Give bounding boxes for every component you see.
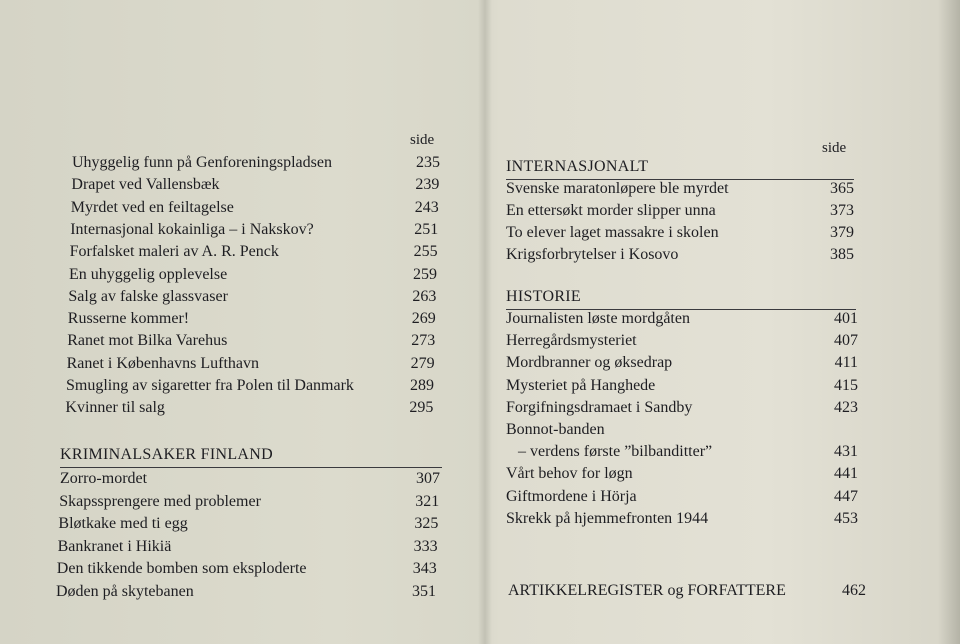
toc-entry-title: Kvinner til salg xyxy=(65,399,165,417)
toc-entry-page: 325 xyxy=(414,515,439,533)
section-title-historie: HISTORIE xyxy=(506,288,581,305)
toc-entry xyxy=(56,579,436,601)
toc-entry-page: 333 xyxy=(413,537,438,555)
toc-entry-page: 407 xyxy=(834,332,858,350)
toc-entry-page: 289 xyxy=(410,377,434,394)
toc-entry xyxy=(506,439,858,461)
toc-entry-title: Svenske maratonløpere ble myrdet xyxy=(506,180,729,197)
toc-entry-page: 351 xyxy=(412,583,436,600)
book-gutter xyxy=(478,0,492,644)
toc-entry-title: Bankranet i Hikiä xyxy=(57,537,172,555)
toc-entry-title: Forgifningsdramaet i Sandby xyxy=(506,398,693,416)
toc-entry-page: 365 xyxy=(830,180,854,197)
toc-entry-page: 269 xyxy=(411,310,436,328)
toc-entry-page: 379 xyxy=(830,224,854,241)
toc-entry-title: Forfalsket maleri av A. R. Penck xyxy=(69,243,279,261)
toc-entry-title: Vårt behov for løgn xyxy=(506,465,633,483)
toc-entry-page: 295 xyxy=(409,399,434,417)
toc-entry-page: 259 xyxy=(413,265,437,283)
toc-entry-page: 251 xyxy=(414,220,439,238)
toc-entry-page: 235 xyxy=(416,154,440,171)
toc-entry-title: Den tikkende bomben som eksploderte xyxy=(56,560,307,578)
toc-entry-title: Mordbranner og øksedrap xyxy=(506,354,673,372)
toc-entry xyxy=(70,239,438,261)
toc-entry-title: Skapssprengere med problemer xyxy=(59,492,261,510)
toc-entry-page: 441 xyxy=(834,465,858,483)
toc-entry-title: Drapet ved Vallensbæk xyxy=(71,176,220,194)
toc-entry-title: Smugling av sigaretter fra Polen til Danmark xyxy=(66,377,354,394)
toc-entry xyxy=(506,306,858,328)
toc-entry-page: 343 xyxy=(412,560,437,578)
toc-entry xyxy=(506,461,858,483)
right-side-header: side xyxy=(822,140,847,156)
toc-entry xyxy=(72,150,440,172)
toc-entry xyxy=(65,395,433,417)
toc-entry-title: Bonnot-banden xyxy=(506,421,605,438)
toc-entry xyxy=(506,417,858,439)
toc-entry xyxy=(66,373,434,395)
toc-entry xyxy=(70,217,438,239)
toc-entry xyxy=(506,350,858,372)
toc-entry-title: Giftmordene i Hörja xyxy=(506,487,637,505)
toc-entry xyxy=(57,556,437,578)
toc-entry xyxy=(71,195,439,217)
toc-entry-title: En ettersøkt morder slipper unna xyxy=(506,202,716,219)
toc-entry-title: To elever laget massakre i skolen xyxy=(506,224,719,241)
toc-entry-page: 239 xyxy=(415,176,440,194)
toc-entry xyxy=(68,306,436,328)
toc-entry-page: 243 xyxy=(414,198,439,216)
toc-entry-title: Bløtkake med ti egg xyxy=(58,515,188,533)
toc-entry-page: 263 xyxy=(412,287,437,305)
toc-entry xyxy=(58,511,438,533)
section-title-internasjonalt: INTERNASJONALT xyxy=(506,158,649,175)
toc-entry-title: Mysteriet på Hanghede xyxy=(506,376,656,394)
toc-entry-title: Salg av falske glassvaser xyxy=(68,287,228,305)
toc-entry xyxy=(67,328,435,350)
toc-entry xyxy=(506,176,854,198)
toc-entry-title: Russerne kommer! xyxy=(67,310,190,328)
toc-entry xyxy=(506,484,858,506)
toc-entry xyxy=(69,262,437,284)
toc-entry xyxy=(58,534,438,556)
toc-entry-title: Ranet mot Bilka Varehus xyxy=(67,332,228,350)
toc-entry-page: 453 xyxy=(834,509,858,527)
toc-entry xyxy=(506,506,858,528)
toc-entry-page: 321 xyxy=(415,492,440,510)
toc-entry-page: 423 xyxy=(834,398,858,416)
toc-entry xyxy=(60,466,440,488)
toc-entry xyxy=(506,373,858,395)
toc-entry-title: Zorro-mordet xyxy=(60,470,148,487)
toc-entry-title: Ranet i Københavns Lufthavn xyxy=(66,354,259,372)
toc-entry xyxy=(506,242,854,264)
left-side-header: side xyxy=(410,132,435,148)
toc-entry-title: Uhyggelig funn på Genforeningspladsen xyxy=(72,154,332,171)
toc-entry-title: Herregårdsmysteriet xyxy=(506,332,637,350)
toc-entry-title: Myrdet ved en feiltagelse xyxy=(70,198,234,216)
toc-entry-page: 401 xyxy=(834,310,858,327)
toc-entry xyxy=(71,172,439,194)
page-edge xyxy=(938,0,960,644)
register-title: ARTIKKELREGISTER og FORFATTERE xyxy=(508,582,786,599)
toc-entry-page: 411 xyxy=(834,354,858,372)
toc-entry-page: 279 xyxy=(410,354,435,372)
toc-entry-page: 273 xyxy=(411,332,436,350)
toc-entry xyxy=(59,489,439,511)
toc-entry-title: Døden på skytebanen xyxy=(56,583,194,600)
toc-entry-title: Journalisten løste mordgåten xyxy=(506,310,690,327)
toc-entry xyxy=(506,220,854,242)
toc-entry-title: En uhyggelig opplevelse xyxy=(69,265,228,283)
register-entry xyxy=(508,578,866,600)
toc-entry-title: Krigsforbrytelser i Kosovo xyxy=(506,246,679,263)
toc-entry-page: 415 xyxy=(834,376,858,394)
toc-entry-page: 307 xyxy=(416,470,440,487)
toc-entry xyxy=(506,328,858,350)
toc-entry-page: 255 xyxy=(413,243,438,261)
toc-entry-title: Internasjonal kokainliga – i Nakskov? xyxy=(70,220,314,238)
toc-entry xyxy=(67,351,435,373)
toc-entry xyxy=(68,284,436,306)
toc-entry xyxy=(506,395,858,417)
toc-entry-title: Skrekk på hjemmefronten 1944 xyxy=(506,509,709,527)
section-title-finland: KRIMINALSAKER FINLAND xyxy=(60,446,273,463)
register-page: 462 xyxy=(842,582,866,599)
toc-entry-title: – verdens første ”bilbanditter” xyxy=(518,443,713,461)
toc-entry-page: 373 xyxy=(830,202,854,219)
toc-entry xyxy=(506,198,854,220)
toc-entry-page: 431 xyxy=(834,443,858,461)
toc-entry-page: 385 xyxy=(830,246,854,263)
toc-entry-page: 447 xyxy=(834,487,858,505)
